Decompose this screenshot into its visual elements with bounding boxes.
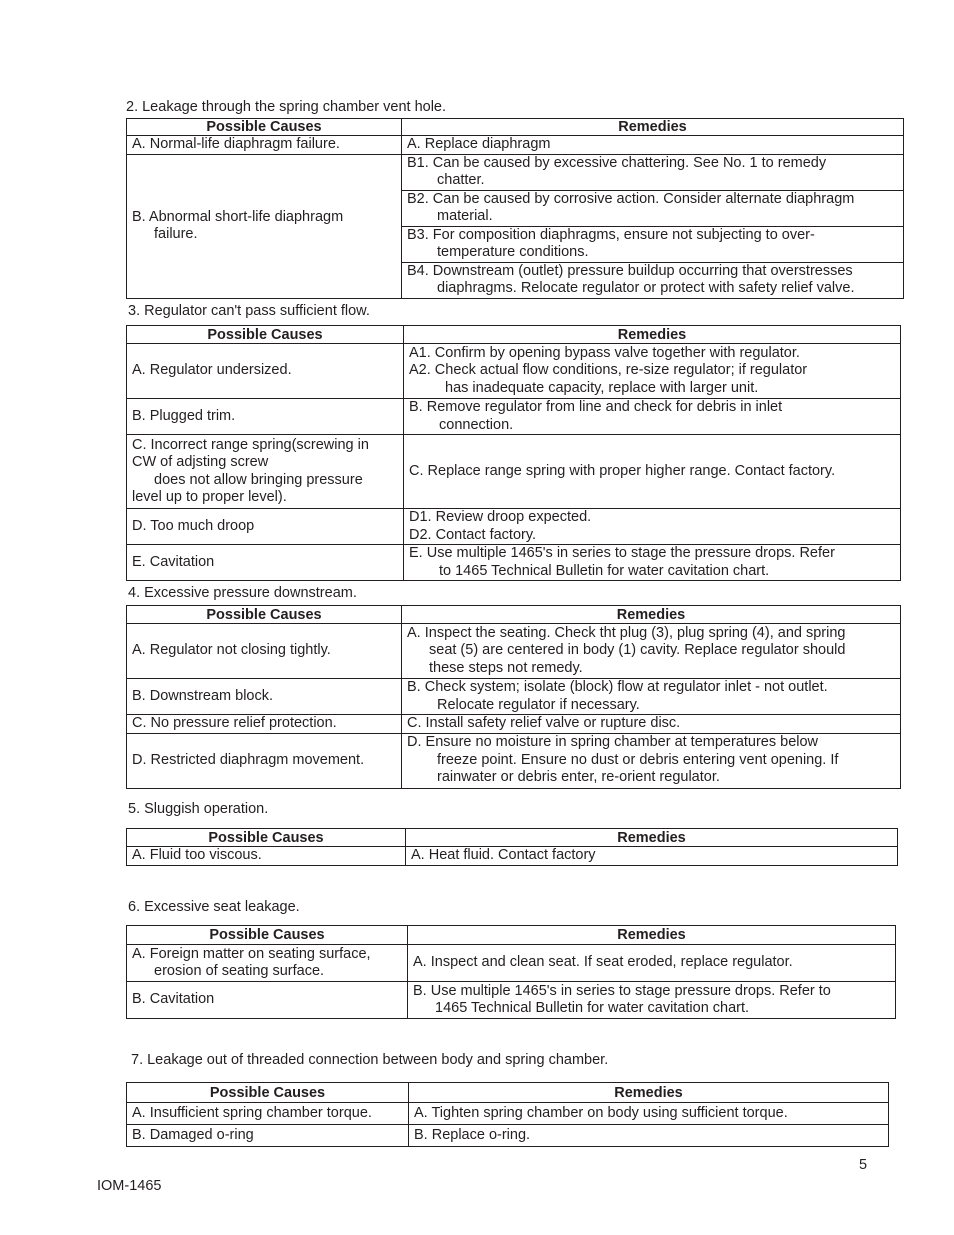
remedy-cell [404,344,901,399]
cause-cell: A. Fluid too viscous. [127,847,406,866]
doc-id: IOM-1465 [97,1178,162,1194]
section-6-title: 6. Excessive seat leakage. [128,899,300,915]
remedy-cell [402,624,901,679]
remedy-line: B. Use multiple 1465's in series to stage pressure drops. Refer to [413,982,831,999]
remedy-line: A. Inspect the seating. Check tht plug (3), plug spring (4), and spring [407,624,846,641]
table-row [127,545,901,581]
table-row [127,982,896,1019]
remedy-line: Relocate regulator if necessary. [437,696,640,713]
cause-cell: B. Plugged trim. [127,399,404,435]
remedy-line: D1. Review droop expected. [409,509,592,525]
section-7-title: 7. Leakage out of threaded connection between body and spring chamber. [131,1052,609,1068]
remedy-line: B3. For composition diaphragms, ensure not subjecting to over- [407,226,815,243]
table-row [127,1125,889,1147]
remedy-cell [402,679,901,715]
remedy-cell [404,545,901,581]
table-row [127,847,898,866]
remedy-line: seat (5) are centered in body (1) cavity. Replace regulator should [429,642,846,659]
remedy-line: B4. Downstream (outlet) pressure buildup occurring that overstresses [407,262,853,279]
remedy-line: B. Check system; isolate (block) flow at regulator inlet - not outlet. [407,679,828,695]
remedy-cell [402,154,904,190]
remedy-cell: A. Heat fluid. Contact factory [406,847,898,866]
table-row [127,509,901,545]
cause-line: failure. [154,226,198,242]
table-row [127,624,901,679]
causes-header: Possible Causes [127,606,402,624]
remedy-cell: C. Replace range spring with proper higher range. Contact factory. [404,435,901,509]
remedies-header: Remedies [402,606,901,624]
remedy-line: connection. [439,416,514,433]
remedy-line: A2. Check actual flow conditions, re-size regulator; if regulator [409,362,808,379]
remedies-header: Remedies [404,326,901,344]
table-row [127,435,901,509]
remedy-line: rainwater or debris enter, re-orient regulator. [437,769,720,786]
remedy-line: diaphragms. Relocate regulator or protect with safety relief valve. [437,280,855,296]
causes-header: Possible Causes [127,326,404,344]
section-2-table [126,118,904,299]
table-row [127,344,901,399]
section-7-table [126,1082,889,1147]
table-row [127,715,901,734]
causes-header: Possible Causes [127,119,402,136]
remedy-line: chatter. [437,172,485,188]
cause-cell: E. Cavitation [127,545,404,581]
causes-header: Possible Causes [127,829,406,847]
remedy-cell [402,733,901,788]
remedies-header: Remedies [408,926,896,945]
remedies-header: Remedies [402,119,904,136]
cause-line: B. Abnormal short-life diaphragm [132,208,344,225]
causes-header: Possible Causes [127,1083,409,1103]
table-row [127,399,901,435]
remedy-line: to 1465 Technical Bulletin for water cavitation chart. [439,562,770,579]
table-row [127,154,904,190]
cause-cell: D. Restricted diaphragm movement. [127,733,402,788]
remedy-line: B1. Can be caused by excessive chattering. See No. 1 to remedy [407,154,827,171]
remedy-cell [404,509,901,545]
remedy-cell [402,262,904,298]
remedy-line: these steps not remedy. [429,659,583,676]
cause-cell: B. Downstream block. [127,679,402,715]
cause-cell: A. Insufficient spring chamber torque. [127,1103,409,1125]
table-row [127,136,904,155]
cause-line: CW of adjsting screw [132,454,269,470]
remedy-cell [408,982,896,1019]
remedy-line: A1. Confirm by opening bypass valve together with regulator. [409,344,800,361]
remedy-cell [402,226,904,262]
remedy-cell: A. Replace diaphragm [402,136,904,155]
cause-line: erosion of seating surface. [154,963,325,979]
cause-cell: A. Regulator undersized. [127,344,404,399]
page-number: 5 [859,1157,868,1173]
section-4-table [126,605,901,789]
remedy-cell [402,190,904,226]
cause-cell: A. Regulator not closing tightly. [127,624,402,679]
cause-cell: B. Damaged o-ring [127,1125,409,1147]
cause-cell: C. No pressure relief protection. [127,715,402,734]
section-3-title: 3. Regulator can't pass sufficient flow. [128,303,370,319]
cause-line: level up to proper level). [132,489,287,505]
table-row [127,945,896,982]
remedy-line: B. Remove regulator from line and check for debris in inlet [409,399,783,415]
remedy-line: B2. Can be caused by corrosive action. Consider alternate diaphragm [407,190,855,207]
cause-cell [127,435,404,509]
section-3-table [126,325,901,581]
cause-cell: D. Too much droop [127,509,404,545]
remedy-cell: A. Tighten spring chamber on body using sufficient torque. [409,1103,889,1125]
remedy-line: D2. Contact factory. [409,526,537,543]
cause-cell [127,154,402,298]
cause-cell [127,945,408,982]
remedy-line: material. [437,208,493,224]
remedies-header: Remedies [409,1083,889,1103]
cause-line: does not allow bringing pressure [154,471,363,488]
section-6-table [126,925,896,1019]
remedy-cell [404,399,901,435]
table-row [127,733,901,788]
remedy-cell: B. Replace o-ring. [409,1125,889,1147]
remedy-line: freeze point. Ensure no dust or debris entering vent opening. If [437,751,839,768]
remedy-cell: C. Install safety relief valve or rupture disc. [402,715,901,734]
remedy-line: has inadequate capacity, replace with larger unit. [445,379,759,396]
section-5-table [126,828,898,866]
remedy-line: 1465 Technical Bulletin for water cavitation chart. [435,1000,750,1016]
cause-line: A. Foreign matter on seating surface, [132,945,371,962]
section-4-title: 4. Excessive pressure downstream. [128,585,357,601]
table-row [127,1103,889,1125]
cause-line: C. Incorrect range spring(screwing in [132,436,369,453]
remedy-cell: A. Inspect and clean seat. If seat eroded, replace regulator. [408,945,896,982]
table-row [127,679,901,715]
remedies-header: Remedies [406,829,898,847]
causes-header: Possible Causes [127,926,408,945]
remedy-line: temperature conditions. [437,244,589,260]
remedy-line: E. Use multiple 1465's in series to stage the pressure drops. Refer [409,545,835,561]
cause-cell: B. Cavitation [127,982,408,1019]
cause-cell: A. Normal-life diaphragm failure. [127,136,402,155]
section-5-title: 5. Sluggish operation. [128,801,269,817]
section-2-title: 2. Leakage through the spring chamber vent hole. [126,99,447,115]
remedy-line: D. Ensure no moisture in spring chamber at temperatures below [407,734,819,751]
